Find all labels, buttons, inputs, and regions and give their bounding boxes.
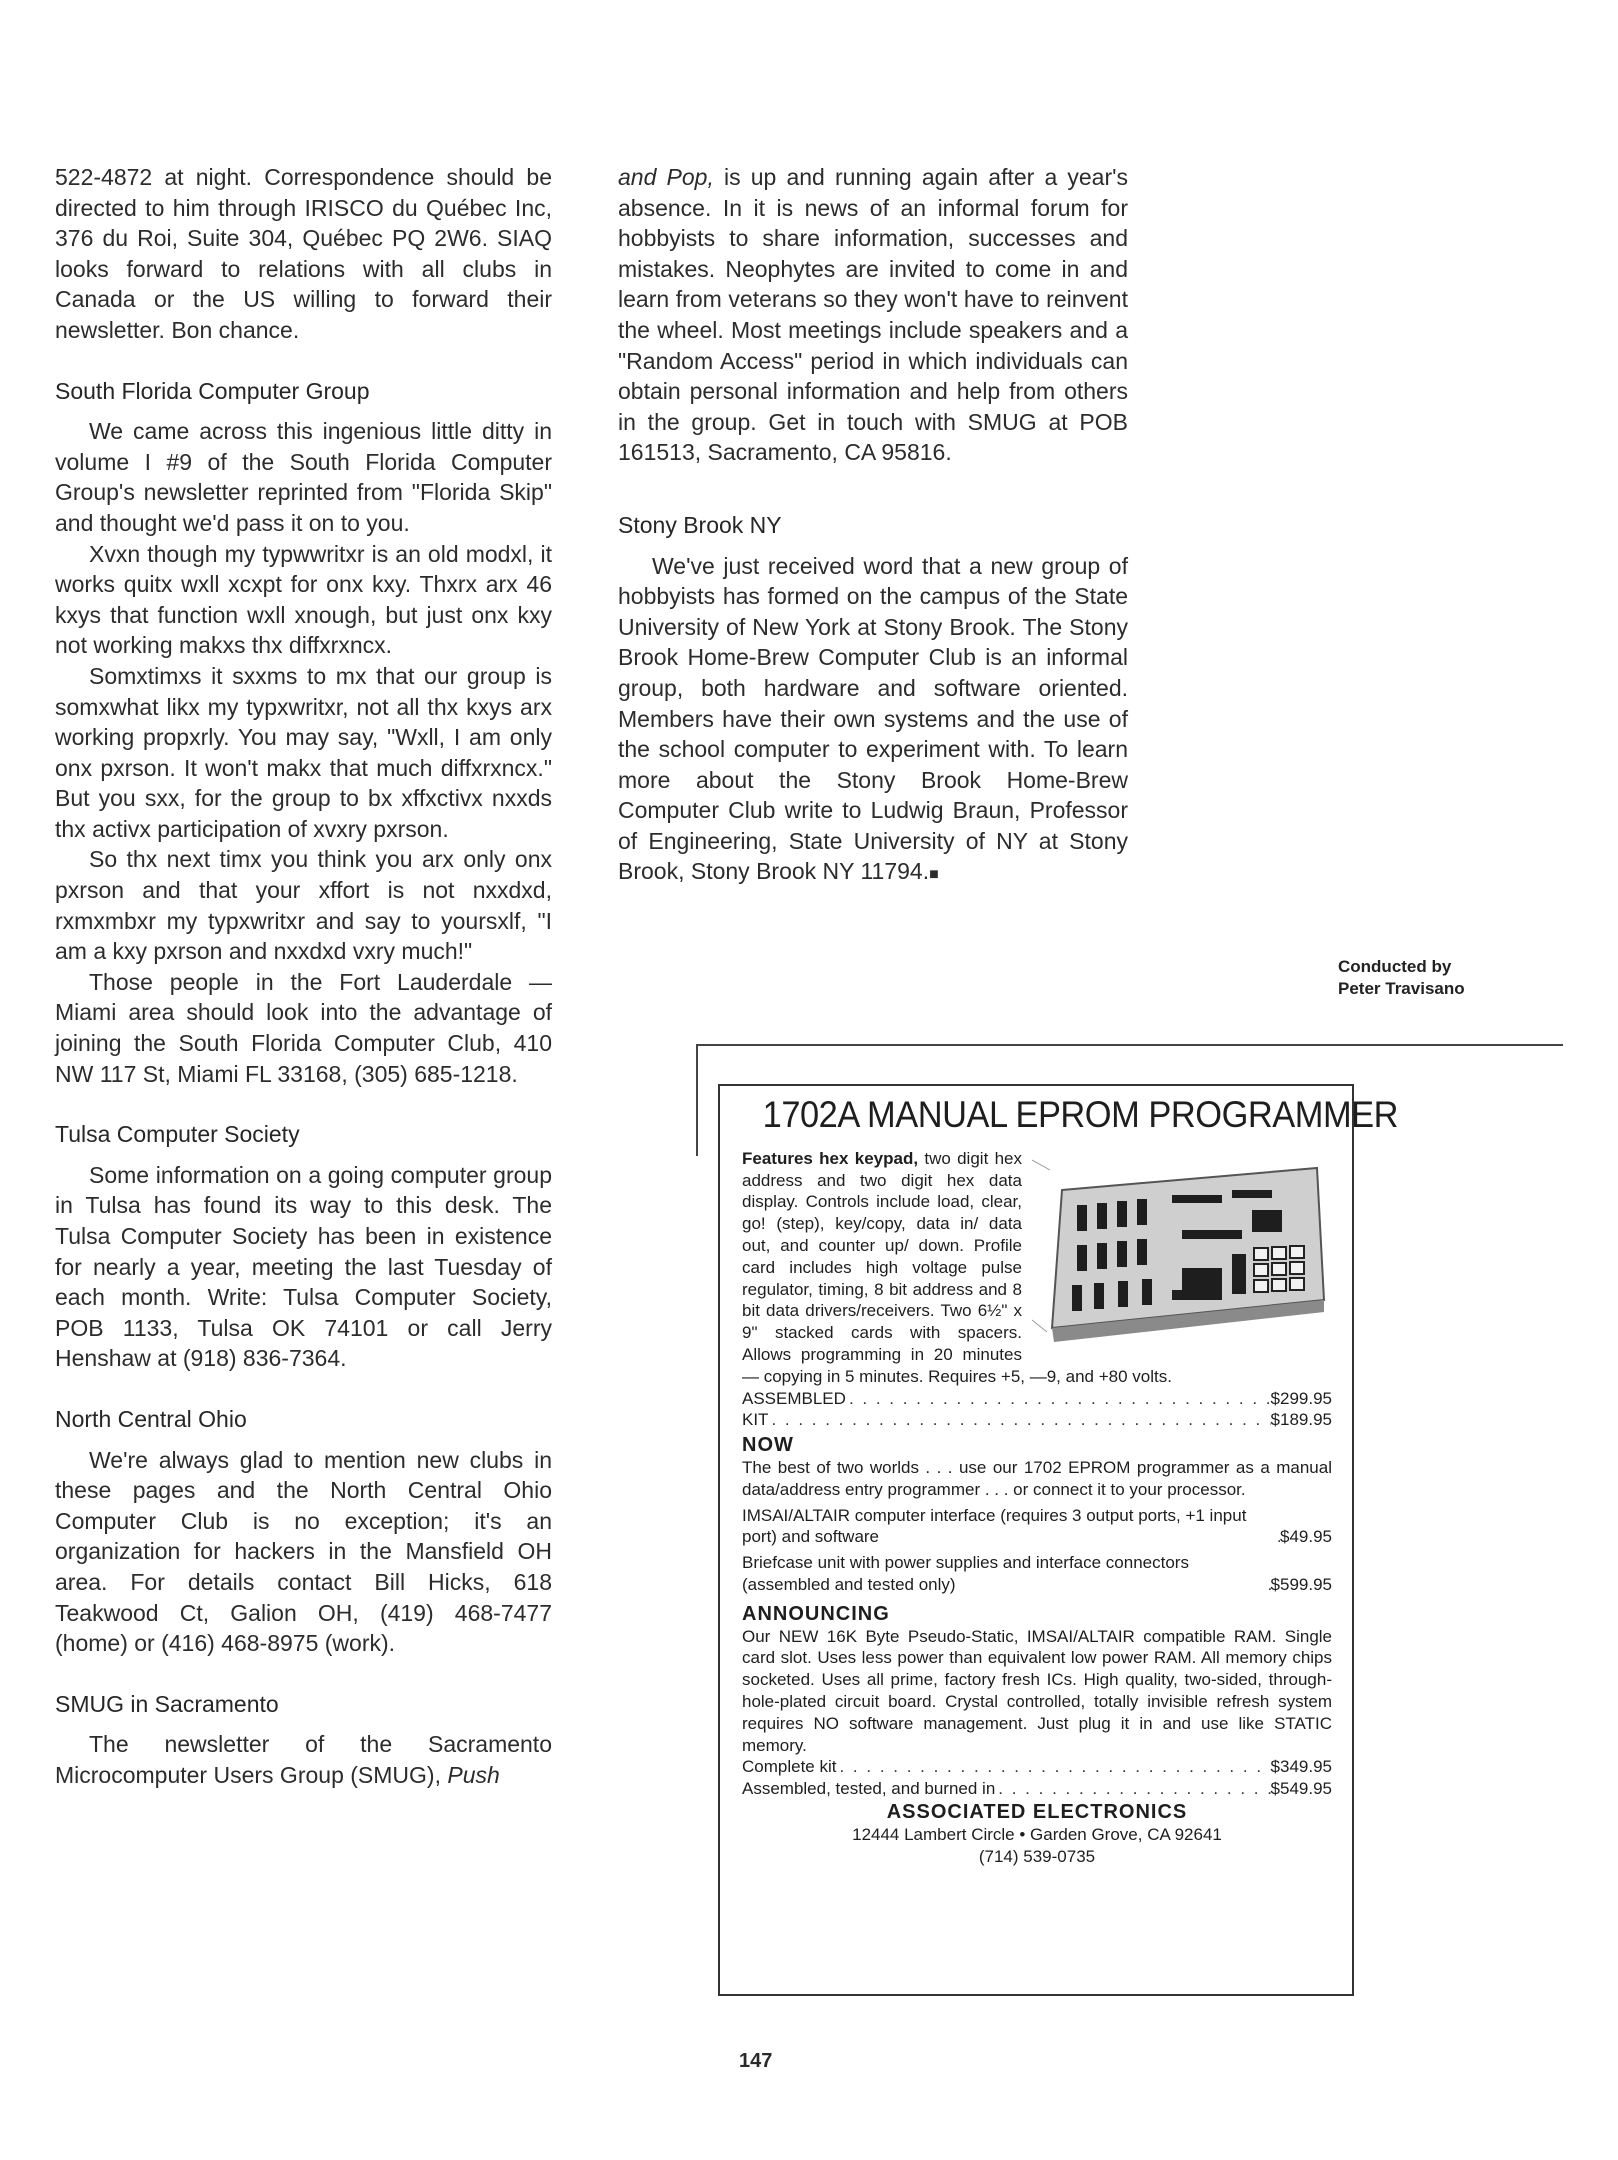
section-heading: Tulsa Computer Society <box>55 1121 300 1148</box>
circuit-board-photo <box>1032 1150 1332 1350</box>
section-rule <box>696 1044 1563 1046</box>
features-text: two digit hex address and two digit hex data display. Controls include load, clear, go! (step), key/copy, data in/ data out, and counter up/ down. Profile card includes high voltage pulse regulator, timing, 8 bit address and 8 bit data drivers/receivers. Two 6½" x 9" stacked cards with spacers. Allows programming in 20 minutes — copying in 5 minutes. Requires +5, —9, and +80 volts. <box>742 1148 1172 1386</box>
paragraph-text: We've just received word that a new group of hobbyists has formed on the campus of the State University of New York at Stony Brook. The Stony Brook Home-Brew Computer Club is an informal group, both hardware and software oriented. Members have their own systems and the use of the school computer to experiment with. To learn more about the Stony Brook Home-Brew Computer Club write to Ludwig Braun, Professor of Engineering, State University of NY at Stony Brook, Stony Brook NY 11794. <box>618 552 1128 885</box>
price-amount: $299.95 <box>1270 1388 1332 1408</box>
paragraph <box>618 551 1128 892</box>
price-label: Assembled, tested, and burned in <box>742 1779 996 1799</box>
section-heading: South Florida Computer Group <box>55 377 370 404</box>
price-label: ASSEMBLED <box>742 1388 846 1408</box>
newsletter-title: Push <box>447 1761 500 1788</box>
announcing-text: Our NEW 16K Byte Pseudo-Static, IMSAI/ALTAIR compatible RAM. Single card slot. Uses less power than equivalent low power RAM. All memory chips socketed. Uses all prime, factory fresh ICs. High quality, two-sided, through-hole-plated circuit board. Crystal controlled, totally invisible refresh system requires NO software management. Just plug it in and use like STATIC memory. <box>742 1626 1332 1755</box>
middle-column <box>618 162 1128 891</box>
company-phone: (714) 539-0735 <box>978 1846 1096 1866</box>
paragraph: We came across this ingenious little ditty in volume I #9 of the South Florida Computer Group's newsletter reprinted from "Florida Skip" and thought we'd pass it on to you. <box>55 418 552 536</box>
newsletter-title: and Pop, <box>618 164 714 190</box>
price-row <box>742 1756 1332 1778</box>
price-row <box>742 1505 1332 1549</box>
ad-title: 1702A MANUAL EPROM PROGRAMMER <box>762 1094 1399 1135</box>
paragraph: So thx next timx you think you arx only onx pxrson and that your xffort is not nxxdxd, rxmxmbxr my typxwritxr and say to yoursxlf, "I am a kxy pxrson and nxxdxd vxry much!" <box>55 846 552 965</box>
section-heading: SMUG in Sacramento <box>55 1690 279 1717</box>
announcing-heading: ANNOUNCING <box>742 1602 890 1625</box>
credit-name: Peter Travisano <box>1338 979 1465 998</box>
column-credit <box>1338 956 1465 1000</box>
company-name: ASSOCIATED ELECTRONICS <box>886 1800 1188 1823</box>
price-row <box>742 1388 1332 1410</box>
paragraph: 522-4872 at night. Correspondence should be directed to him through IRISCO du Québec Inc, 376 du Roi, Suite 304, Québec PQ 2W6. SIAQ looks forward to relations with all clubs in Canada or the US willing to forward their newsletter. Bon chance. <box>55 164 552 343</box>
left-column <box>55 162 552 1791</box>
paragraph: Some information on a going computer group in Tulsa has found its way to this desk. The Tulsa Computer Society has been in existence for nearly a year, meeting the last Tuesday of each month. Write: Tulsa Computer Society, POB 1133, Tulsa OK 74101 or call Jerry Henshaw at (918) 836-7364. <box>55 1161 552 1372</box>
price-amount: $549.95 <box>1270 1779 1332 1799</box>
company-address: 12444 Lambert Circle • Garden Grove, CA 92641 <box>852 1824 1222 1844</box>
now-heading: NOW <box>742 1434 794 1457</box>
price-row <box>742 1552 1332 1596</box>
paragraph: Those people in the Fort Lauderdale — Miami area should look into the advantage of joining the South Florida Computer Club, 410 NW 117 St, Miami FL 33168, (305) 685-1218. <box>55 968 552 1087</box>
briefcase-text: Briefcase unit with power supplies and interface connectors (assembled and tested only) <box>742 1553 1189 1594</box>
price-label: KIT <box>742 1410 769 1430</box>
interface-text: IMSAI/ALTAIR computer interface (requires 3 output ports, +1 input port) and software <box>742 1505 1247 1547</box>
price-row <box>742 1778 1332 1800</box>
advertisement <box>718 1084 1399 1996</box>
price-row <box>742 1409 1332 1431</box>
paragraph <box>55 1729 552 1790</box>
paragraph-text: The newsletter of the Sacramento Microcomputer Users Group (SMUG), <box>55 1731 552 1788</box>
paragraph: We're always glad to mention new clubs in these pages and the North Central Ohio Computer Club is no exception; it's an organization for hackers in the Mansfield OH area. For details contact Bill Hicks, 618 Teakwood Ct, Galion OH, (419) 468-7477 (home) or (416) 468-8975 (work). <box>55 1446 552 1657</box>
section-heading: North Central Ohio <box>55 1405 247 1432</box>
credit-line: Conducted by <box>1338 957 1452 976</box>
page-number: 147 <box>739 2050 773 2072</box>
price-amount: $599.95 <box>1270 1574 1332 1594</box>
paragraph <box>618 162 1128 468</box>
price-amount: $189.95 <box>1270 1410 1332 1430</box>
paragraph: Somxtimxs it sxxms to mx that our group is somxwhat likx my typxwritxr, not all thx kxys arx working propxrly. You may say, "Wxll, I am only onx pxrson. It won't makx that much diffxrxncx." But you sxx, for the group to bx xffxctivx nxxds thx activx participation of xvxry pxrson. <box>55 662 552 842</box>
paragraph: Xvxn though my typwwritxr is an old modxl, it works quitx wxll xcxpt for onx kxy. Thxrx arx 46 kxys that function wxll xnough, but just onx kxy not working makxs thx diffxrxncx. <box>55 540 552 659</box>
features-lead: Features hex keypad, <box>742 1148 919 1168</box>
price-amount: $49.95 <box>1280 1527 1332 1547</box>
price-label: Complete kit <box>742 1757 837 1777</box>
section-rule-vertical <box>696 1044 698 1156</box>
now-text: The best of two worlds . . . use our 1702 EPROM programmer as a manual data/address entry programmer . . . or connect it to your processor. <box>742 1457 1332 1499</box>
paragraph-text: is up and running again after a year's absence. In it is news of an informal forum for hobbyists to share information, successes and mistakes. Neophytes are invited to come in and learn from veterans so they won't have to reinvent the wheel. Most meetings include speakers and a "Random Access" period in which individuals can obtain personal information and help from others in the group. Get in touch with SMUG at POB 161513, Sacramento, CA 95816. <box>618 164 1129 466</box>
price-amount: $349.95 <box>1270 1757 1332 1777</box>
section-heading: Stony Brook NY <box>618 511 782 538</box>
end-mark: ■ <box>929 866 939 884</box>
